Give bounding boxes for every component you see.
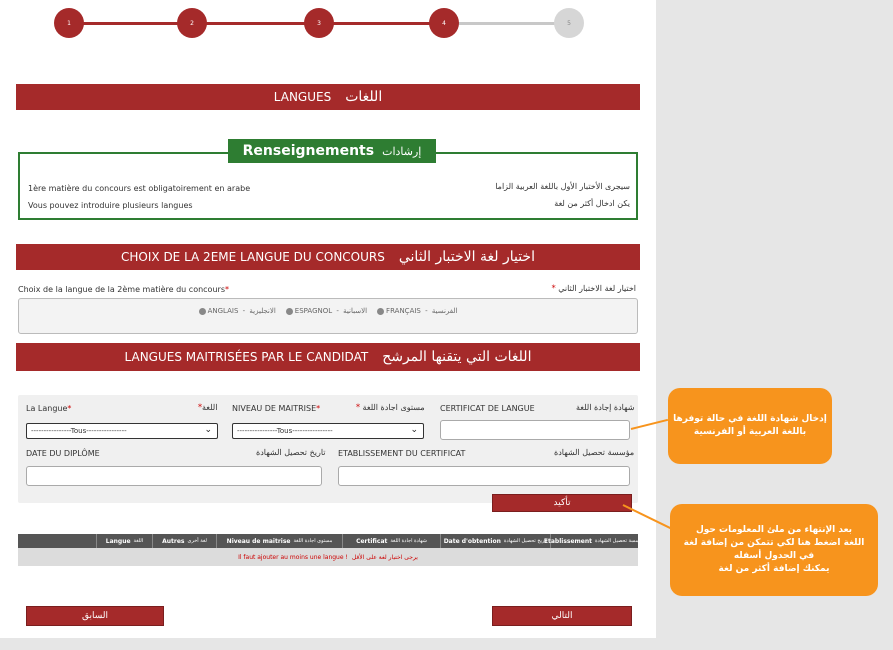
info-tab-fr: Renseignements [242,143,375,159]
radio-espagnol-dot[interactable] [286,308,293,315]
th-date-obtention: Date d'obtention تاريخ تحصيل الشهادة [440,534,550,548]
info-ar-line-1: سيجرى الأختبار الأول باللغة العربية الزاما [495,182,630,191]
niveau-label-fr: NIVEAU DE MAITRISE* [232,404,321,413]
radio-francais-dot[interactable] [377,308,384,315]
choix-banner-ar: اختيار لغة الاختبار الثاني [398,249,535,265]
maitrise-banner-ar: اللغات التي يتقنها المرشح [382,349,532,365]
languages-table-header [18,534,646,548]
chevron-down-icon: ⌄ [410,425,418,435]
radio-anglais[interactable]: ANGLAIS - الانجليزية [199,307,276,315]
confirm-button[interactable]: تأكيد [492,494,632,512]
etab-label-ar: مؤسسة تحصيل الشهادة [554,448,635,457]
etab-label-fr: ETABLISSEMENT DU CERTIFICAT [338,449,466,458]
choix-banner-fr: CHOIX DE LA 2EME LANGUE DU CONCOURS [121,250,385,264]
step-1[interactable]: 1 [54,8,84,38]
date-label-ar: تاريخ تحصيل الشهادة [256,448,326,457]
step-3[interactable]: 3 [304,8,334,38]
info-tab-ar: إرشادات [382,144,422,158]
choix-banner [16,244,640,270]
langue-label-fr: La Langue* [26,404,72,413]
langue-select[interactable]: ----------------Tous---------------- ⌄ [26,423,218,439]
step-4[interactable]: 4 [429,8,459,38]
th-langue: Langue اللغة [96,534,152,548]
certificat-label-ar: شهادة إجادة اللغة [576,403,635,412]
etab-input[interactable] [338,466,630,486]
radio-anglais-dot[interactable] [199,308,206,315]
choix-label-ar: اختيار لغة الاختبار الثاني * [551,284,636,293]
previous-button[interactable]: السابق [26,606,164,626]
radio-espagnol[interactable]: ESPAGNOL - الاسبانية [286,307,367,315]
table-empty-row: Il faut ajouter au moins une langue ! يرجى اختيار لغة على الأقل [18,548,638,566]
certificat-input[interactable] [440,420,630,440]
langues-banner-fr: LANGUES [273,90,332,104]
langues-banner-ar: اللغات [345,89,383,105]
th-autres: Autres لغة أخرى [152,534,216,548]
choix-label-fr: Choix de la langue de la 2ème matière du concours* [18,285,229,294]
callout-certificat: إدخال شهادة اللغة في حالة توفرها باللغة العربية أو الفرنسية [668,388,832,464]
progress-stepper [60,8,580,38]
maitrise-banner [16,343,640,371]
date-input[interactable] [26,466,322,486]
langues-banner [16,84,640,110]
step-2[interactable]: 2 [177,8,207,38]
maitrise-banner-fr: LANGUES MAITRISÉES PAR LE CANDIDAT [124,350,369,364]
certificat-label-fr: CERTIFICAT DE LANGUE [440,404,535,413]
th-niveau: Niveau de maitrise مستوى اجادة اللغة [216,534,342,548]
niveau-select[interactable]: ----------------Tous---------------- ⌄ [232,423,424,439]
language-form [18,395,638,503]
choix-radio-group [18,298,638,334]
callout-confirm: بعد الإنتهاء من ملئ المعلومات حول اللغة اضغط هنا لكي تتمكن من إضافة لغة في الجدول أسفله يمكنك إضافة أكثر من لغة [670,504,878,596]
info-fr-line-1: 1ère matière du concours est obligatoirement en arabe [28,184,251,193]
radio-francais[interactable]: FRANÇAIS - الفرنسية [377,307,457,315]
date-label-fr: DATE DU DIPLÔME [26,449,100,458]
th-etablissement: Etablissement مؤسسة تحصيل الشهادة [550,534,638,548]
info-fr-line-2: Vous pouvez introduire plusieurs langues [28,201,193,210]
info-tab [228,139,436,163]
langue-label-ar: اللغة* [198,403,218,412]
chevron-down-icon: ⌄ [204,425,212,435]
step-5[interactable]: 5 [554,8,584,38]
niveau-label-ar: مستوى اجادة اللغة * [356,403,425,412]
info-ar-line-2: يكن ادخال أكثر من لغة [554,199,630,208]
th-certificat: Certificat شهادة اجادة اللغة [342,534,440,548]
next-button[interactable]: التالي [492,606,632,626]
